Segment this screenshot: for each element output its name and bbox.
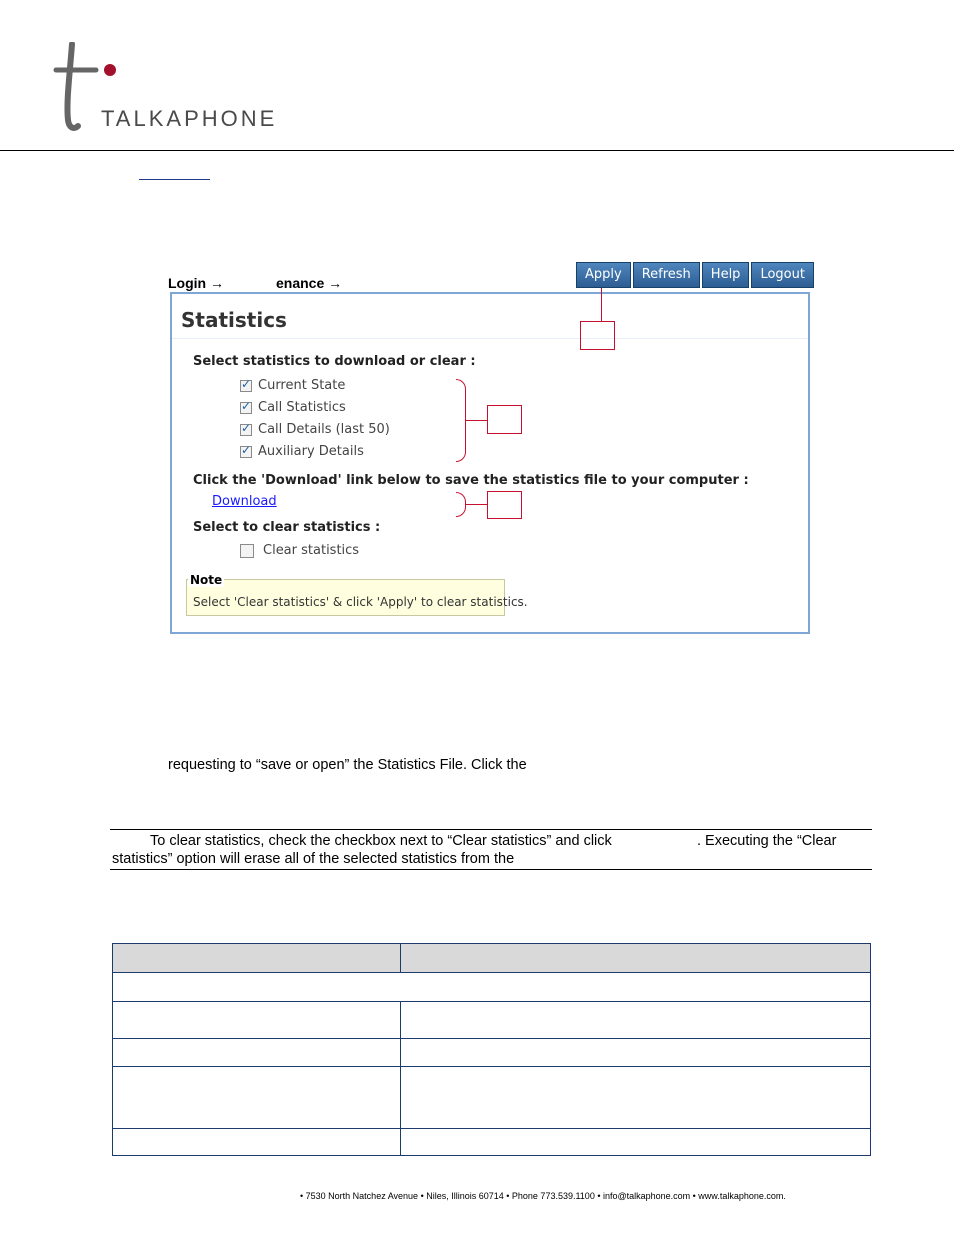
table-cell	[113, 973, 871, 1002]
table-row	[113, 1067, 871, 1129]
statistics-table	[112, 943, 871, 1156]
apply-callout-box	[580, 321, 615, 350]
option-clear-statistics[interactable]	[240, 543, 359, 558]
option-label: Current State	[258, 378, 346, 393]
option-call-statistics[interactable]	[240, 400, 346, 415]
table-cell	[113, 1067, 401, 1129]
option-label: Auxiliary Details	[258, 444, 364, 459]
brand-name: TALKAPHONE	[101, 106, 278, 131]
table-header-row	[113, 944, 871, 973]
breadcrumb-login: Login →	[168, 275, 224, 291]
note-bottom-rule	[110, 869, 872, 870]
options-callout-line	[466, 420, 488, 421]
section-underline	[139, 179, 210, 180]
toolbar	[576, 262, 814, 288]
table-header-cell	[401, 944, 871, 973]
option-label: Clear statistics	[263, 543, 360, 558]
clear-statistics-label: Select to clear statistics :	[193, 520, 381, 535]
table-cell	[113, 1002, 401, 1039]
footer-address: • 7530 North Natchez Avenue • Niles, Illinois 60714 • Phone 773.539.1100 • info@talkaphone.com • www.talkaphone.com.	[300, 1191, 786, 1201]
table-row	[113, 1002, 871, 1039]
download-callout-box	[487, 491, 522, 519]
logout-button[interactable]: Logout	[751, 262, 814, 288]
refresh-button[interactable]: Refresh	[633, 262, 700, 288]
auxiliary-details-checkbox[interactable]	[240, 446, 252, 458]
option-label: Call Statistics	[258, 400, 346, 415]
breadcrumb-maintenance: enance →	[276, 275, 343, 291]
table-cell	[401, 1067, 871, 1129]
option-label: Call Details (last 50)	[258, 422, 390, 437]
download-instruction-label: Click the 'Download' link below to save the statistics file to your computer :	[193, 473, 749, 488]
call-details-checkbox[interactable]	[240, 424, 252, 436]
table-cell	[113, 1039, 401, 1067]
table-cell	[113, 1129, 401, 1156]
note-box	[186, 579, 528, 616]
table-header-cell	[113, 944, 401, 973]
download-link[interactable]: Download	[212, 494, 277, 509]
apply-callout-line	[601, 288, 602, 322]
header-divider	[0, 150, 954, 151]
current-state-checkbox[interactable]	[240, 380, 252, 392]
talkaphone-logo-mark	[52, 42, 102, 132]
table-row	[113, 1039, 871, 1067]
note-line-2: statistics” option will erase all of the selected statistics from the	[112, 851, 515, 867]
table-row	[113, 973, 871, 1002]
note-legend: Note	[190, 573, 223, 587]
table-row	[113, 1129, 871, 1156]
clear-statistics-checkbox[interactable]	[240, 544, 254, 558]
options-callout-box	[487, 405, 522, 434]
table-cell	[401, 1039, 871, 1067]
note-top-rule	[110, 829, 872, 830]
option-auxiliary-details[interactable]	[240, 444, 364, 459]
select-statistics-label: Select statistics to download or clear :	[193, 354, 476, 369]
note-line-1-end: . Executing the “Clear	[697, 833, 837, 849]
table-cell	[401, 1129, 871, 1156]
panel-title: Statistics	[181, 308, 287, 332]
options-bracket	[456, 379, 466, 462]
help-button[interactable]: Help	[702, 262, 750, 288]
table-cell	[401, 1002, 871, 1039]
note-line-1: To clear statistics, check the checkbox next to “Clear statistics” and click	[150, 833, 612, 849]
download-callout-line	[466, 504, 488, 505]
note-text: Select 'Clear statistics' & click 'Apply' to clear statistics.	[193, 595, 528, 609]
statistics-panel	[170, 292, 810, 634]
logo-dot	[104, 64, 116, 76]
call-statistics-checkbox[interactable]	[240, 402, 252, 414]
panel-header	[172, 294, 808, 339]
body-paragraph: requesting to “save or open” the Statistics File. Click the	[168, 757, 527, 773]
option-call-details[interactable]	[240, 422, 390, 437]
apply-button[interactable]: Apply	[576, 262, 631, 288]
option-current-state[interactable]	[240, 378, 345, 393]
